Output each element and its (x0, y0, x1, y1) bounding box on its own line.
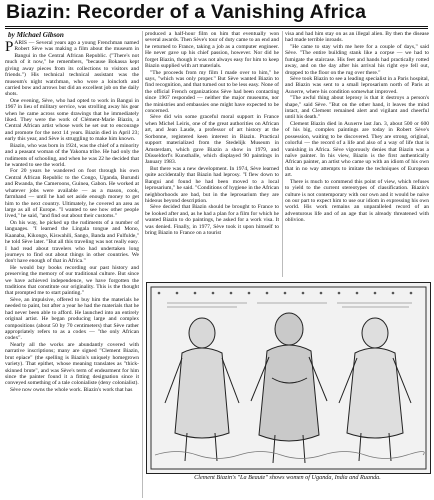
paragraph: But there was a new development. In 1974, Sève learned quite accidentally that Biazin had leprosy. "I flew down to Bangui and found he had been moved to a local leprosarium," he said. "Conditions of hygiene in the African neighborhoods are bad, but in the leprosarium they are hideous beyond description. (145, 165, 279, 204)
paragraph: Clement Biazin died in Auxerre last Jan. 3, about 500 or 600 of his big, complex paintings are today in Robert Sève's possession, waiting to be discovered. They are strong, original, colorful — the record of a life and also of a way of life that is vanishing in Africa. Sève vigorously denies that Biazin was a naïve painter. In his view, Biazin is the first authentically African painter, an artist who came up with an idiom of his own that in no way attempts to imitate the techniques of European art. (285, 120, 429, 179)
paragraph: Sève now owns the whole work. Biazin's work that has (10, 386, 133, 393)
paragraph: Nearly all the works are abundantly covered with narrative inscriptions; many are signed "Clement Biazin, brut epiace" (the spelling is Biazin's uniquely homegrown variety). That epithet, whose meaning translates as "thick-skinned brute", and was Sève's term of endearment for him since the painter found it a fitting designation since it conveyed something of a tale colonialiste (deny colonialist). (5, 341, 139, 387)
drop-cap: P (5, 40, 14, 55)
paragraph: One evening, Sève, who had opted to work in Bangui in 1967 in lieu of military service, was strolling away his gear when he came across some drawings that he immediately liked. They were the work of Clément-Marie Biazin, a Central African artist whose work he set out to encourage and promote for the next 14 years. Biazin died in April 23; early this year, and Sève is struggling to make him known. (5, 97, 139, 143)
article-headline: Biazin: Recorder of a Vanishing Africa (6, 1, 367, 23)
paragraph: visa and had him stay on as an illegal alien. By then the disease had made terrible inroads. (285, 31, 429, 44)
paragraph: There is much to commend this point of view, which refuses to yield to the current stereotypes of classification. Biazin's culture is not contemporary with our own and it would be naive on our part to expect him to use our idiom in expressing his own world. His work remains an unparalleled record of an adventurous life and of an age that is already threatened with oblivion. (285, 178, 429, 224)
column-2 (145, 31, 279, 277)
column-1 (5, 40, 139, 498)
paragraph: For 20 years he wandered on foot through his own Central African Republic to the Congo, Uganda, Burundi and Rwanda, the Cameroons, Guinea, Gabon. He worked at whatever jobs were available — as a mason, cook, farmhand — until he had set aside enough money to get him to the next country. Ultimately, he covered an area as large as all of Europe. "I wanted to see how other people lived," he said, "and find out about their customs." (5, 168, 139, 220)
headline-rule (5, 26, 428, 27)
paragraph: He would buy books recording our past history and preserving the memory of our traditional culture. But since we have achieved independence, we have forgotten the traditions that constitute our originality. This is the thought that prompted me to start painting." (5, 264, 139, 297)
paragraph: produced a half-hour film on him that eventually won several awards. Then Sève's tour of duty came to an end and he returned to France, taking a job as a computer engineer. He never gave up his chief passion, however. Nor did he forget Biazin, though it was not always easy for him to keep Biazin supplied with art materials. (145, 31, 279, 70)
column-3 (285, 31, 429, 277)
headline-rule-thin (5, 28, 428, 29)
paragraph: Biazin, who was born in 1924, was the chief of a minority and a peasant woman of the Yakoma tribe. He had only the rudiments of schooling, and when he was 22 he decided that he wanted to see the world. (5, 142, 139, 169)
column-divider (142, 31, 143, 498)
paragraph: On his way, he picked up the rudiments of a number of languages. "I learned the Lingala tongue and Mono, Kaanaba, Kikongo, Kiswahili, Sango, Banda and Fulfulde," he told Sève later. "But all this traveling was not really easy. I had read about travelers who had undertaken long journeys to find out about things in other countries. We don't have enough of that in Africa." (5, 219, 139, 265)
article-byline: by Michael Gibson (8, 31, 64, 39)
paragraph: Sève, an impulsive, offered to buy him the materials he needed to paint, but after a year he had the materials that he had never been able to afford. He launched into an entirely original artist. He began producing large and complex compositions (about 50 by 70 centimeters) that Sève rather appropriately refers to as a codex — "the only African codex". (5, 296, 139, 342)
column-divider (282, 31, 283, 277)
paragraph: PARIS — Several years ago a young Frenchman named Robert Sève was making a film about the museum in Bangui in the Central African Republic. ("There's not much of it now," he remembers, "because Bokassa kept giving away pieces from its collections to visitors and friends.") His technical technical assistant was the museum's night watchman, who wore a loincloth and carried bow and arrows but did an excellent job on the daily shots. (5, 40, 139, 98)
paragraph: "He came to stay with me here for a couple of days," said Sève. "The entire building stank like a corpse — we had to fumigate the staircase. His feet and hands had practically rotted away, and on the day after his arrival his right eye fell out, dropped to the floor on the rug over there." (285, 43, 429, 76)
painting-illustration (147, 283, 430, 473)
paragraph: "The proceeds from my film I made over to him," he says, "which was only proper." But Sève wanted Biazin to find recognition, and that turned out to be less easy. None of the official French organizations Sève had been contacting since 1967 responded — neither the major museums, nor the ministries and embassies one might have expected to be concerned. (145, 69, 279, 115)
paragraph: "The awful thing about leprosy is that it destroys a person's shape," said Sève. "But on the other hand, it leaves the mind intact, and Clement remained alert and vigilant and cheerful until his death." (285, 95, 429, 121)
painting-image (146, 282, 431, 474)
paragraph: Sève took Biazin to see a leading specialist in a Paris hospital, and Biazin was sent to a small leprosarium north of Paris at Auxerre, where his condition somewhat improved. (285, 75, 429, 95)
paragraph: Sève did win some graceful moral support in France when Michel Leiris, one of the great authorities on African art, and Jean Laude, a professor of art history at the Sorbonne, registered keen interest in Biazin. Practical support materialized from the Stedelijk Museum in Amsterdam, which gave Biazin a show in 1979, and Düsseldorf's Kunsthalle, which displayed 90 paintings in January 1983. (145, 114, 279, 166)
image-caption: Clement Biazin's "La Beaute" shows women of Uganda, India and Ruanda. (194, 474, 381, 481)
paragraph: Sève decided that Biazin should be brought to France to be looked after and, as he had a plan for a film for which he wanted Biazin to do paintings, he asked for a work visa. It was denied. Finally, in 1977, Sève took it upon himself to bring Biazin to France on a tourist (145, 204, 279, 237)
